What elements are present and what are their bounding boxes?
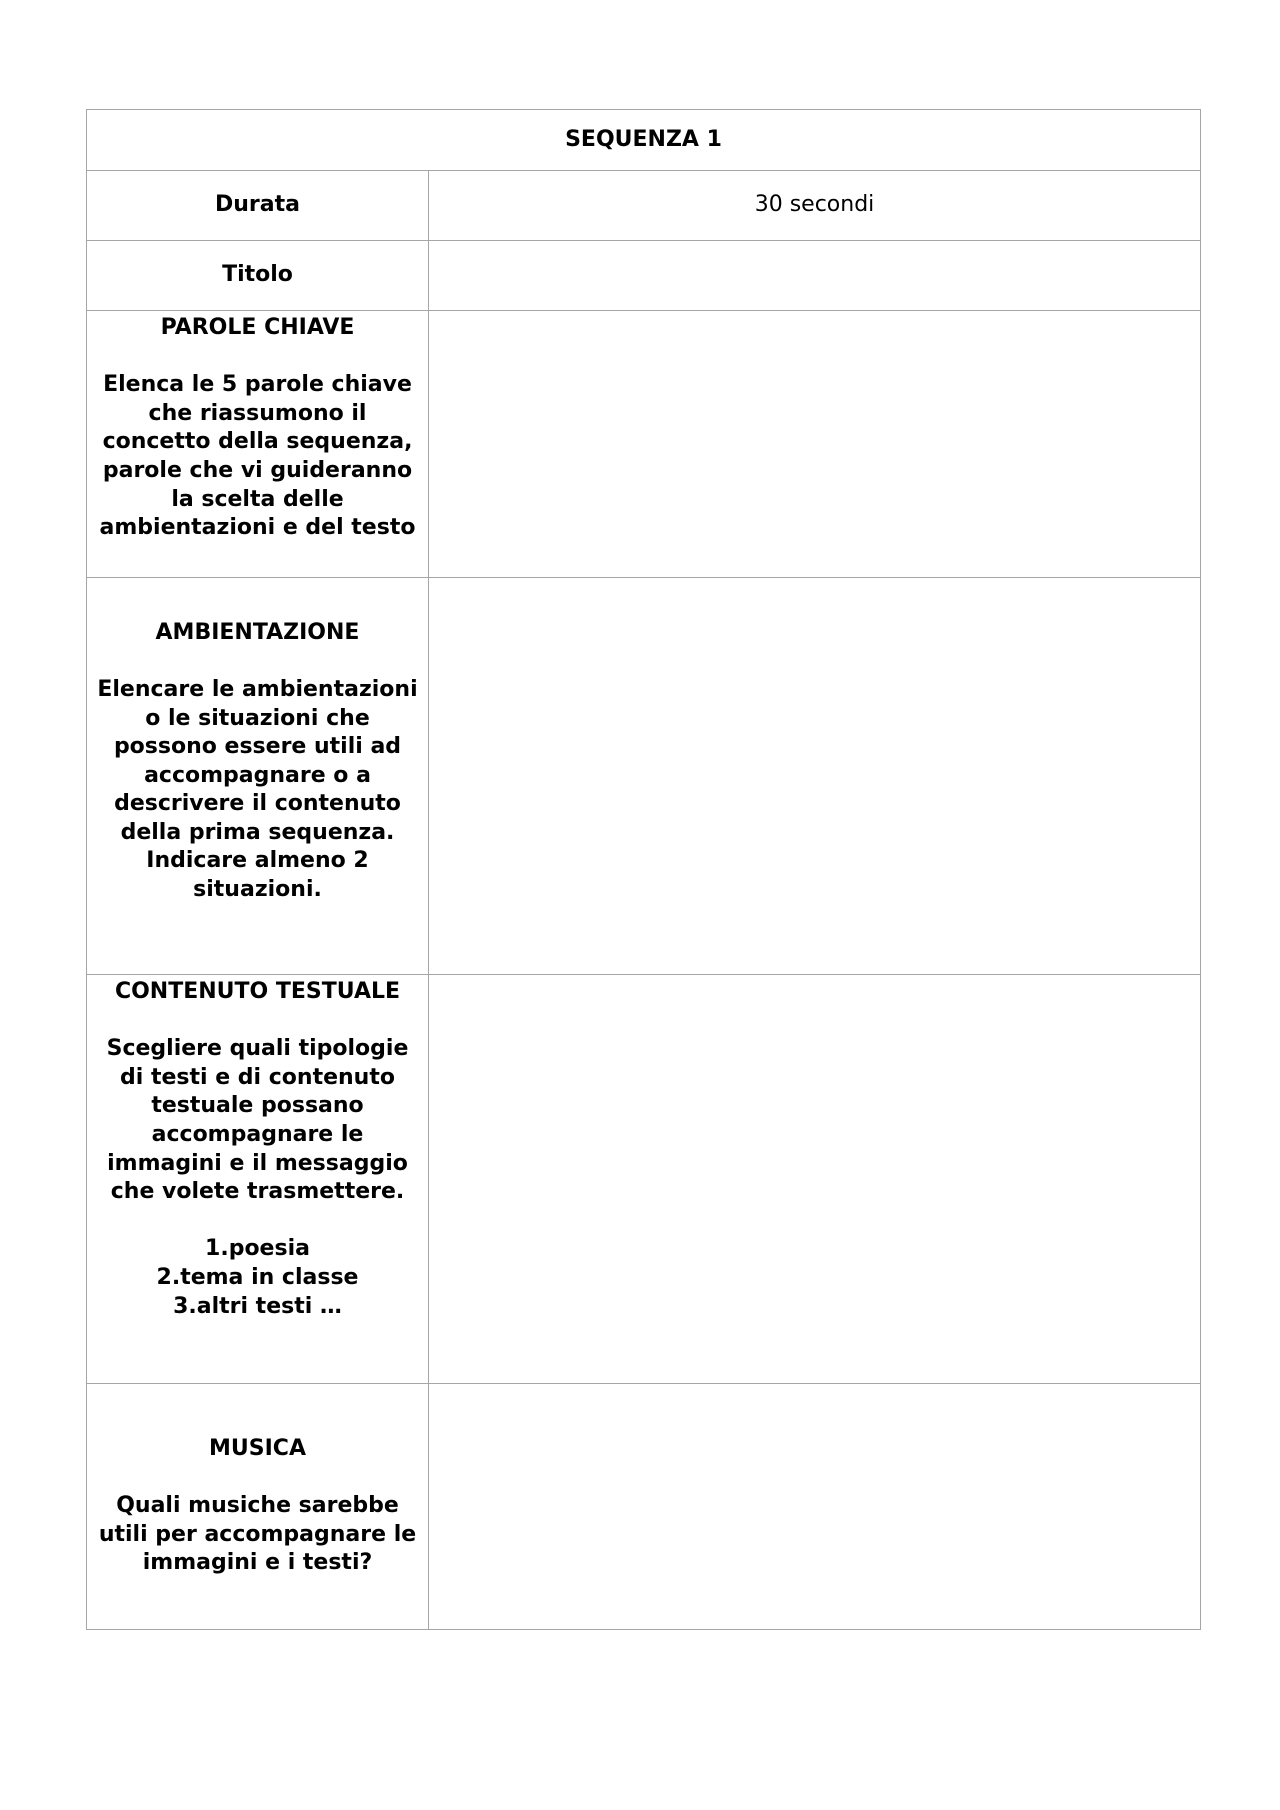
ambientazione-cell xyxy=(87,578,429,975)
contenuto-testuale-title: CONTENUTO TESTUALE xyxy=(114,979,401,1004)
contenuto-testuale-cell xyxy=(87,975,429,1384)
titolo-value[interactable] xyxy=(429,241,1201,311)
list-item: 2.tema in classe xyxy=(156,1264,359,1290)
table-heading: SEQUENZA 1 xyxy=(87,110,1201,171)
parole-chiave-title: PAROLE CHIAVE xyxy=(160,315,355,340)
musica-description: Quali musiche sarebbe utili per accompagnare le immagini e i testi? xyxy=(98,1493,417,1576)
table-row xyxy=(87,241,1201,311)
contenuto-testuale-value[interactable] xyxy=(429,975,1201,1384)
contenuto-testuale-description: Scegliere quali tipologie di testi e di contenuto testuale possano accompagnare le immagini e il messaggio che volete trasmettere. xyxy=(106,1036,409,1205)
table-row xyxy=(87,1384,1201,1630)
parole-chiave-value[interactable] xyxy=(429,311,1201,578)
musica-value[interactable] xyxy=(429,1384,1201,1630)
parole-chiave-description: Elenca le 5 parole chiave che riassumono il concetto della sequenza, parole che vi guideranno la scelta delle ambientazioni e del testo xyxy=(99,372,416,541)
table-row xyxy=(87,171,1201,241)
sequence-table xyxy=(86,109,1201,1630)
list-item: 1.poesia xyxy=(205,1236,310,1262)
ambientazione-title: AMBIENTAZIONE xyxy=(155,619,360,645)
titolo-label: Titolo xyxy=(87,241,429,311)
musica-cell xyxy=(87,1384,429,1630)
parole-chiave-cell xyxy=(87,311,429,578)
table-row xyxy=(87,311,1201,578)
ambientazione-value[interactable] xyxy=(429,578,1201,975)
musica-title: MUSICA xyxy=(209,1436,306,1462)
durata-value[interactable]: 30 secondi xyxy=(429,171,1201,241)
list-item: 3.altri testi … xyxy=(173,1293,342,1319)
table-row xyxy=(87,578,1201,975)
ambientazione-description: Elencare le ambientazioni o le situazioni che possono essere utili ad accompagnare o a descrivere il contenuto della prima sequenza. Indicare almeno 2 situazioni. xyxy=(97,676,418,903)
table-row xyxy=(87,975,1201,1384)
durata-label: Durata xyxy=(87,171,429,241)
